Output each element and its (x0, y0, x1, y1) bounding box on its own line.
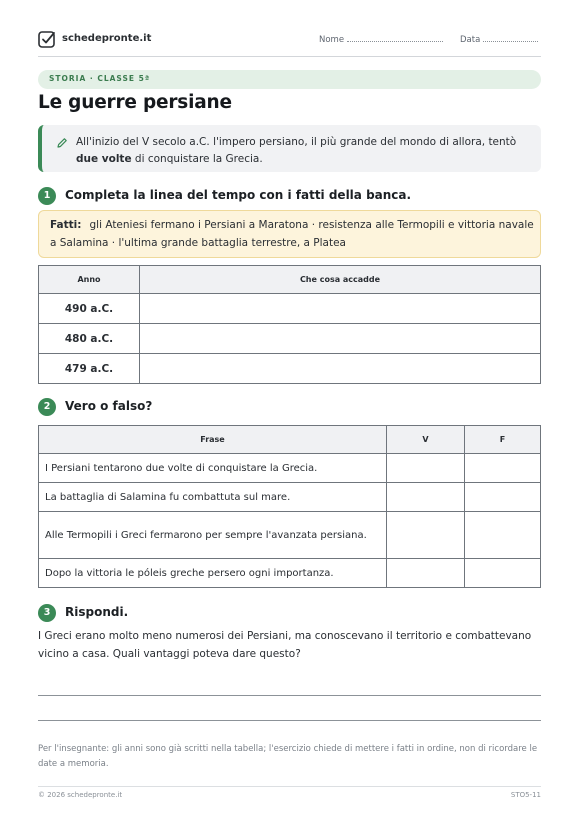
true-answer-cell[interactable] (387, 559, 465, 588)
false-answer-cell[interactable] (465, 559, 541, 588)
table-row (39, 294, 541, 324)
column-header-year: Anno (39, 266, 140, 294)
date-label: Data (460, 35, 481, 45)
year-cell: 490 a.C. (39, 294, 140, 324)
statement-cell: I Persiani tentarono due volte di conquistare la Grecia. (39, 454, 387, 483)
question-text: I Greci erano molto meno numerosi dei Persiani, ma conoscevano il territorio e combattevano vicino a casa. Quali vantaggi poteva dare questo? (38, 630, 532, 660)
false-answer-cell[interactable] (465, 483, 541, 512)
date-field[interactable] (460, 34, 538, 45)
statement-cell: La battaglia di Salamina fu combattuta sul mare. (39, 483, 387, 512)
statement-cell: Dopo la vittoria le póleis greche persero ogni importanza. (39, 559, 387, 588)
false-answer-cell[interactable] (465, 454, 541, 483)
section-number: 1 (38, 187, 56, 205)
year-cell: 480 a.C. (39, 324, 140, 354)
column-header-event: Che cosa accadde (140, 266, 541, 294)
event-answer-cell[interactable] (140, 354, 541, 384)
table-row (39, 354, 541, 384)
page-header (38, 30, 541, 50)
statement-cell: Alle Termopili i Greci fermarono per sempre l'avanzata persiana. (39, 512, 387, 559)
teacher-note: Per l'insegnante: gli anni sono già scritti nella tabella; l'esercizio chiede di mettere i fatti in ordine, non di ricordare le date a memoria. (38, 744, 538, 769)
worksheet-page (38, 0, 541, 819)
header-divider (38, 56, 541, 57)
timeline-table (38, 265, 541, 384)
true-answer-cell[interactable] (387, 483, 465, 512)
section-title: Rispondi. (65, 605, 129, 619)
year-cell: 479 a.C. (39, 354, 140, 384)
name-label: Nome (319, 35, 345, 45)
table-row (39, 483, 541, 512)
page-title: Le guerre persiane (38, 92, 232, 113)
section-number: 2 (38, 398, 56, 416)
table-row (39, 512, 541, 559)
subject-label: STORIA · CLASSE 5ª (49, 74, 151, 83)
column-header-true: V (387, 426, 465, 454)
section-title: Vero o falso? (65, 399, 153, 413)
true-answer-cell[interactable] (387, 512, 465, 559)
table-row (39, 559, 541, 588)
footer-code: STO5-11 (510, 791, 541, 799)
footer-copyright: © 2026 schedepronte.it (38, 791, 123, 799)
column-header-statement: Frase (39, 426, 387, 454)
section-title: Completa la linea del tempo con i fatti della banca. (65, 188, 412, 202)
subject-badge (38, 70, 541, 89)
name-field[interactable] (319, 34, 443, 45)
intro-box (38, 125, 541, 172)
table-row (39, 454, 541, 483)
checkbox-logo-icon (38, 30, 56, 48)
true-false-table (38, 425, 541, 588)
answer-line[interactable] (38, 720, 541, 721)
facts-bank (38, 210, 541, 258)
brand-name: schedepronte.it (62, 33, 152, 44)
table-row (39, 324, 541, 354)
facts-text: Fatti: gli Ateniesi fermano i Persiani a Maratona · resistenza alle Termopili e vittoria navale a Salamina · l'ultima grande battaglia terrestre, a Platea (50, 219, 534, 249)
true-answer-cell[interactable] (387, 454, 465, 483)
pencil-icon (56, 137, 68, 149)
column-header-false: F (465, 426, 541, 454)
intro-text: All'inizio del V secolo a.C. l'impero persiano, il più grande del mondo di allora, tentò due volte di conquistare la Grecia. (76, 136, 517, 165)
event-answer-cell[interactable] (140, 324, 541, 354)
false-answer-cell[interactable] (465, 512, 541, 559)
answer-line[interactable] (38, 695, 541, 696)
section-number: 3 (38, 604, 56, 622)
event-answer-cell[interactable] (140, 294, 541, 324)
footer-divider (38, 786, 541, 787)
